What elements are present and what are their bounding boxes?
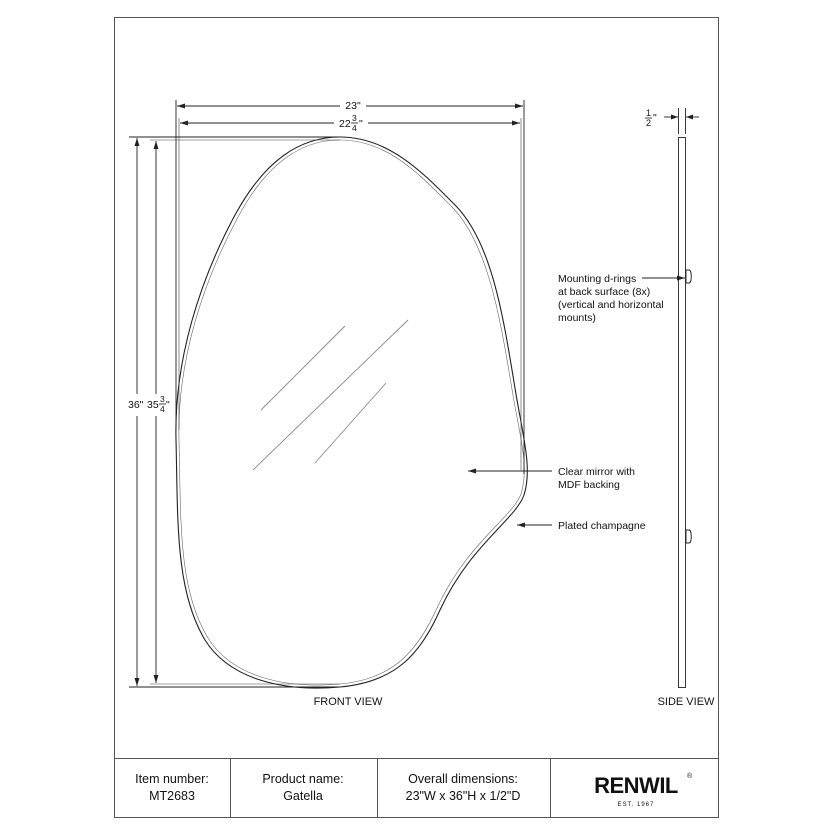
side-view-drawing [645, 108, 715, 708]
mirror-callout-line-2: MDF backing [558, 479, 620, 491]
arrowhead [671, 115, 678, 120]
arrowhead [135, 678, 140, 686]
brand-logo: RENWIL [594, 773, 678, 798]
arrowhead [154, 141, 159, 149]
arrowhead [180, 121, 188, 126]
reflection-line [261, 326, 345, 410]
width-inner-label: 22 [339, 118, 351, 130]
arrowhead [686, 115, 693, 120]
front-view-label: FRONT VIEW [313, 696, 383, 708]
reflection-line [315, 383, 386, 463]
height-inner-frac-den: 4 [160, 404, 165, 414]
product-name-value: Gatella [283, 789, 323, 803]
finish-callout: Plated champagne [558, 520, 646, 532]
side-profile [679, 138, 686, 688]
side-view-label: SIDE VIEW [657, 696, 715, 708]
width-inner-unit: " [359, 118, 363, 130]
arrowhead [135, 138, 140, 146]
arrowhead [517, 523, 525, 528]
height-inner-label: 35 [147, 399, 159, 411]
height-inner-frac-num: 3 [160, 394, 165, 404]
arrowhead [154, 675, 159, 683]
item-number-value: MT2683 [149, 789, 195, 803]
mirror-callout-line-1: Clear mirror with [558, 466, 636, 478]
item-number-label: Item number: [135, 772, 209, 786]
depth-frac-num: 1 [646, 108, 652, 118]
height-outer-label: 36" [128, 399, 144, 411]
arrowhead [468, 469, 476, 474]
brand-established: EST. 1967 [617, 802, 655, 808]
callouts [468, 273, 685, 532]
arrowhead [677, 276, 685, 281]
overall-dimensions-value: 23"W x 36"H x 1/2"D [405, 789, 521, 803]
width-inner-frac-den: 4 [352, 123, 357, 133]
sheet-border [115, 18, 719, 818]
dring-callout-line-1: Mounting d-rings [558, 273, 637, 285]
arrowhead [515, 104, 523, 109]
product-name-label: Product name: [262, 772, 344, 786]
mirror-outline-inner [179, 140, 524, 685]
depth-frac-den: 2 [646, 118, 652, 128]
depth-unit: " [653, 112, 657, 124]
dring-callout-line-3: (vertical and horizontal [558, 299, 664, 311]
overall-dimensions-label: Overall dimensions: [408, 772, 518, 786]
d-ring-icon [686, 530, 691, 543]
width-inner-frac-num: 3 [352, 113, 357, 123]
dring-callout-line-4: mounts) [558, 312, 596, 324]
title-block [135, 772, 693, 808]
brand-registered-mark: ® [687, 773, 693, 780]
dring-callout-line-2: at back surface (8x) [558, 286, 651, 298]
arrowhead [177, 104, 185, 109]
front-view-drawing [127, 99, 527, 708]
arrowhead [512, 121, 520, 126]
d-ring-icon [686, 270, 691, 283]
height-inner-unit: " [166, 399, 170, 411]
mirror-outline-outer [176, 137, 527, 688]
width-outer-label: 23" [345, 100, 361, 112]
